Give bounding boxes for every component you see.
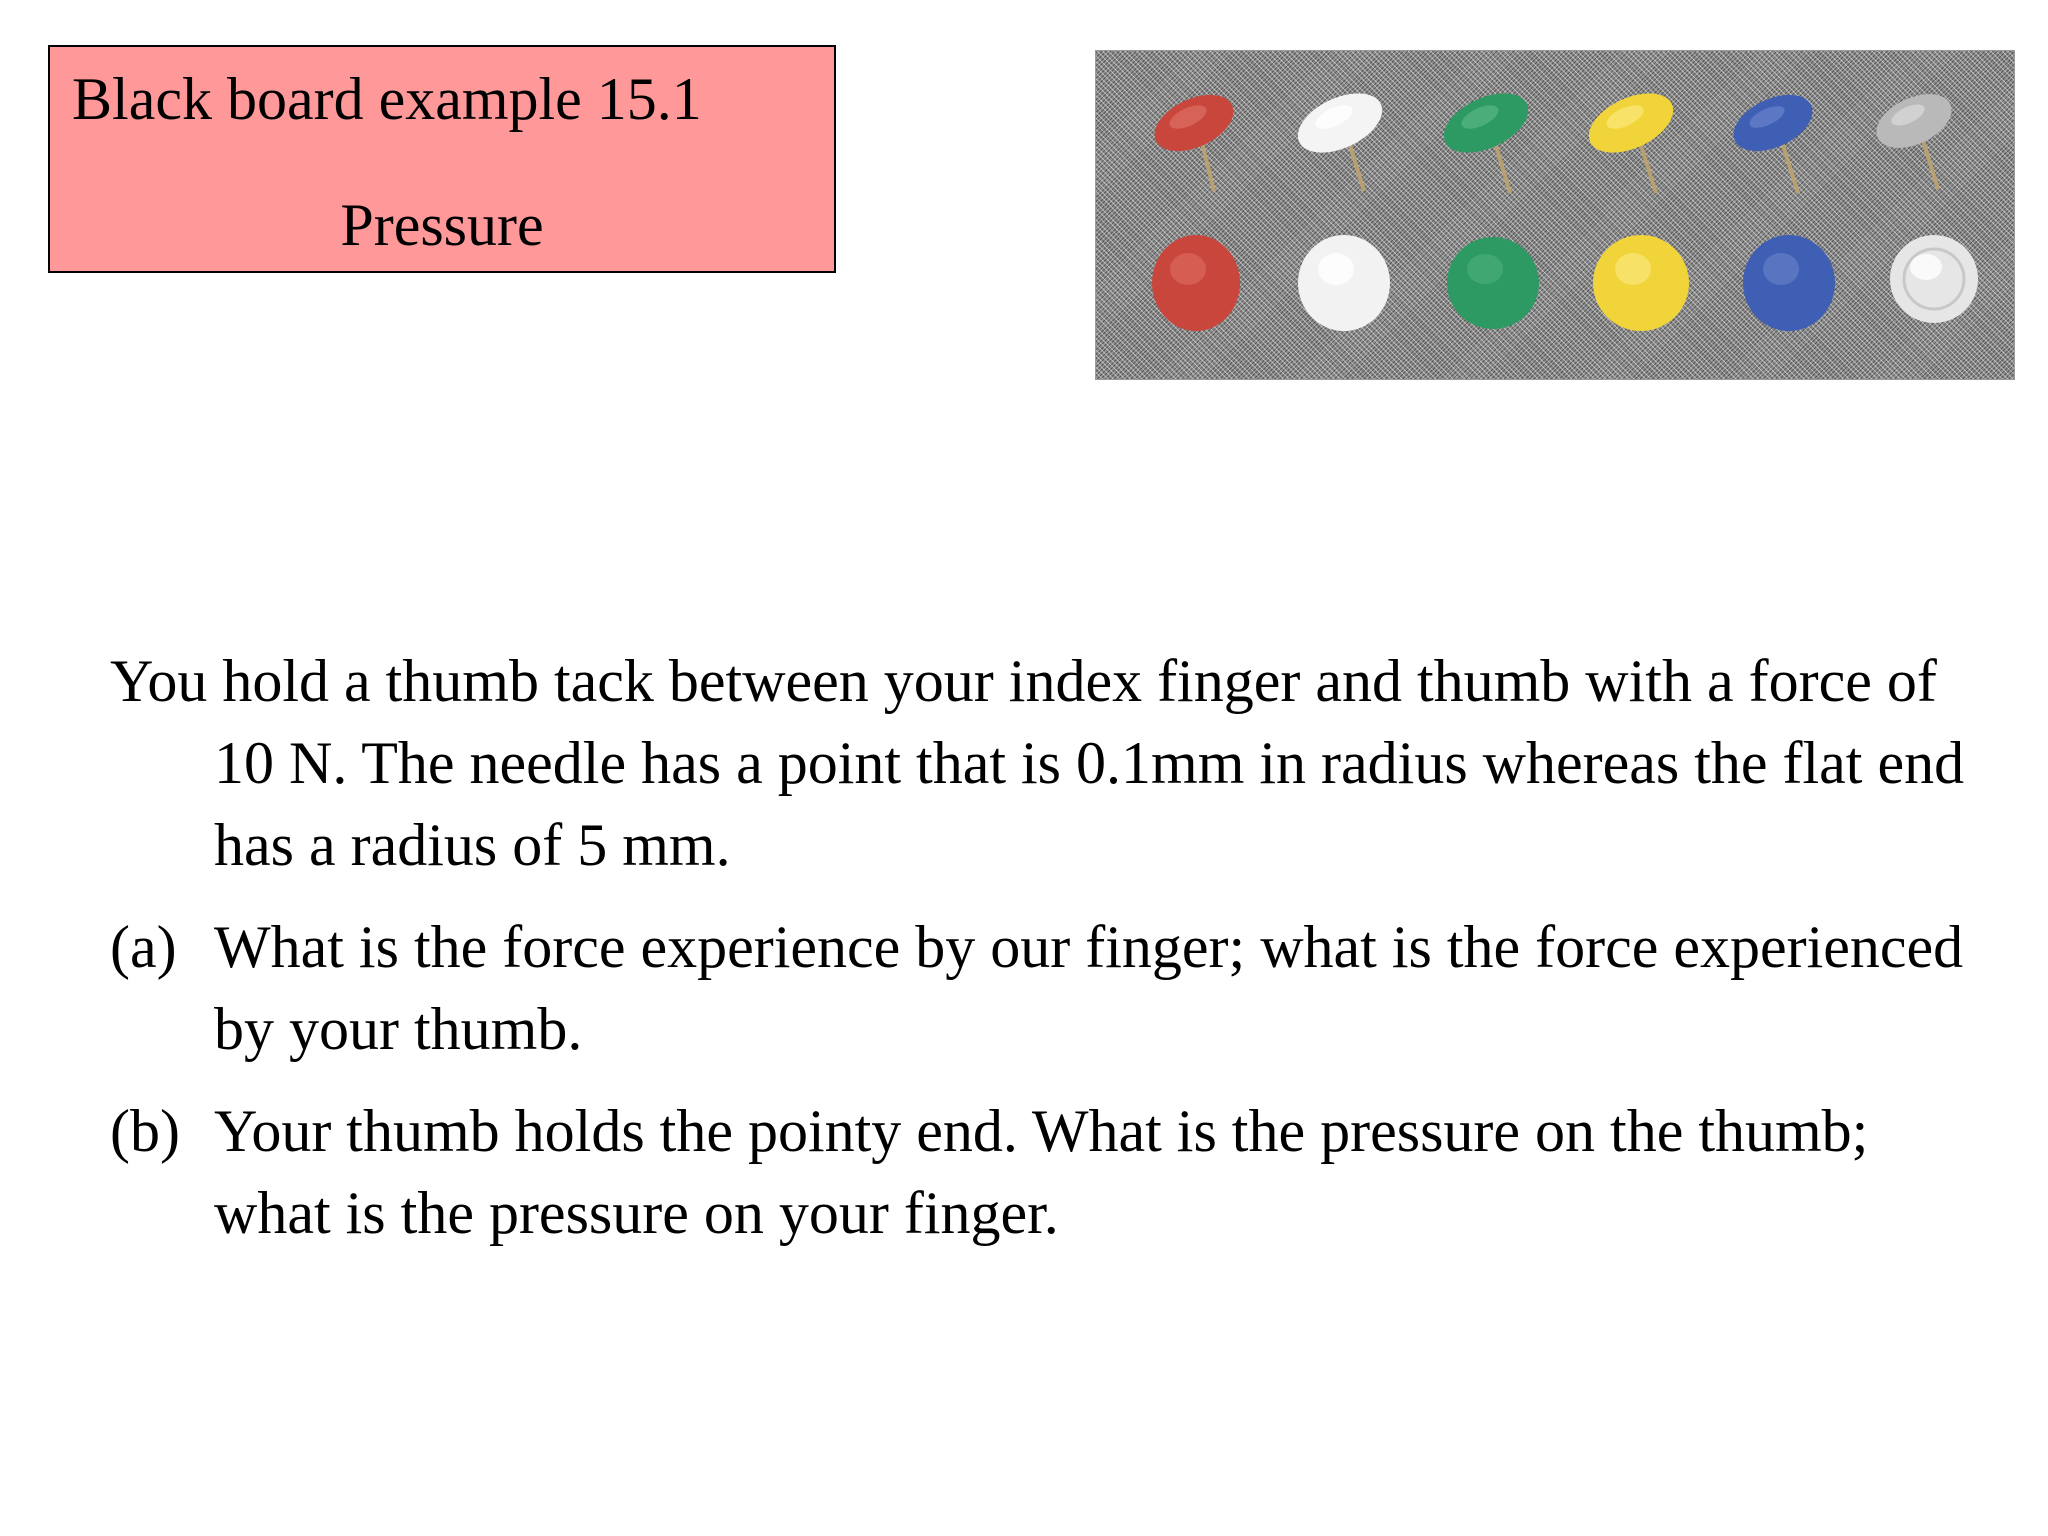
- slide-subtitle: Pressure: [340, 192, 544, 258]
- tack-yellow-flat: [1593, 235, 1689, 331]
- thumb-tacks-illustration: [1096, 51, 2015, 380]
- tack-white-tilted: [1289, 81, 1392, 191]
- tack-blue-tilted: [1725, 83, 1821, 193]
- tack-red-flat: [1152, 235, 1240, 331]
- thumb-tacks-photo: [1095, 50, 2015, 380]
- problem-statement: [110, 640, 1990, 1254]
- title-box: [48, 45, 836, 273]
- question-a-marker: (a): [110, 914, 177, 980]
- tack-green-flat: [1447, 237, 1539, 329]
- question-a-text: What is the force experience by our finger; what is the force experienced by your thumb.: [214, 914, 1964, 1062]
- slide-title: Black board example 15.1: [72, 66, 702, 132]
- problem-intro: You hold a thumb tack between your index finger and thumb with a force of 10 N. The needle has a point that is 0.1mm in radius whereas the flat end has a radius of 5 mm.: [110, 648, 1965, 878]
- tack-white-flat: [1298, 235, 1390, 331]
- tack-clear-flat: [1890, 235, 1978, 323]
- question-a: [110, 906, 1990, 1070]
- question-b-marker: (b): [110, 1098, 180, 1164]
- tack-blue-flat: [1743, 235, 1835, 331]
- question-b-text: Your thumb holds the pointy end. What is the pressure on the thumb; what is the pressure on your finger.: [214, 1098, 1869, 1246]
- question-b: [110, 1090, 1990, 1254]
- tack-red-tilted: [1146, 83, 1242, 191]
- tack-green-tilted: [1435, 81, 1538, 193]
- tack-yellow-tilted: [1580, 81, 1683, 193]
- tack-clear-tilted: [1868, 83, 1960, 189]
